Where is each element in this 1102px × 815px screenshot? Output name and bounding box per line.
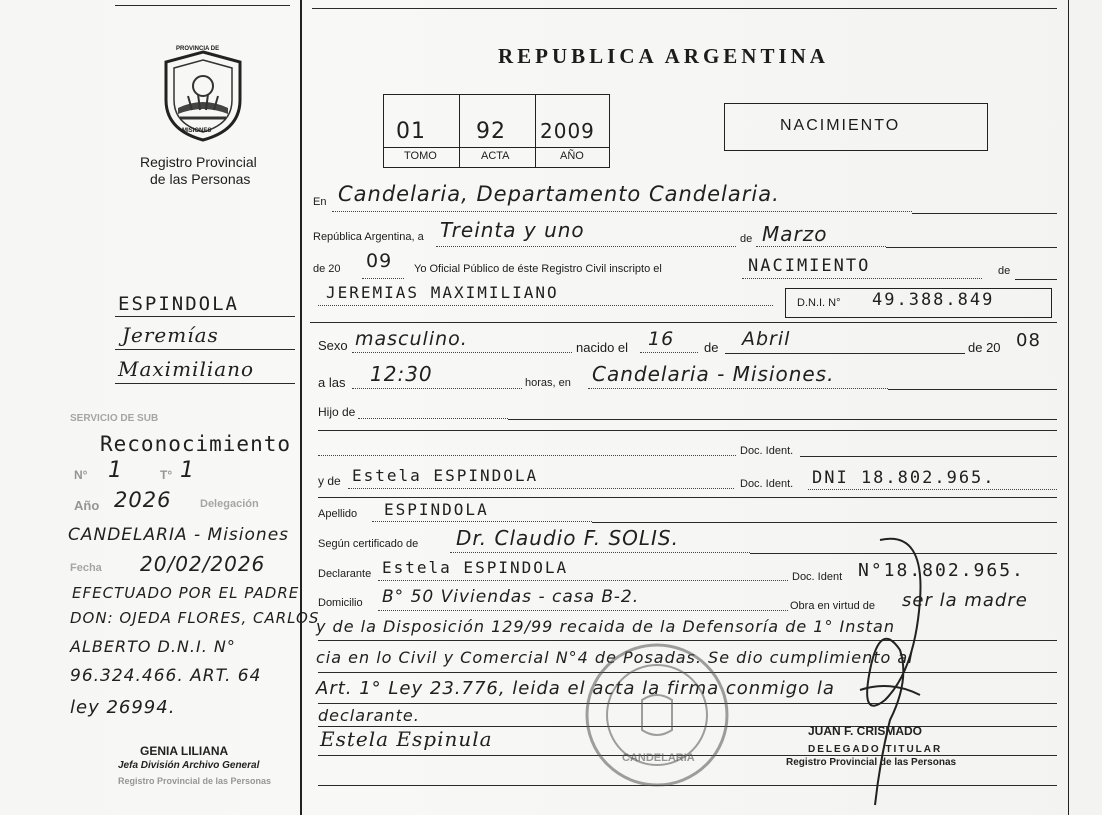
margin-given2: Maximiliano [118, 357, 255, 381]
stamp-line-5: Registro Provincial de las Personas [118, 776, 272, 786]
hora-value: 12:30 [370, 362, 433, 386]
dni-label: D.N.I. N° [797, 297, 841, 309]
republica-label: República Argentina, a [313, 231, 424, 243]
nacido-day: 16 [648, 328, 675, 350]
margin-note-3: ALBERTO D.N.I. N° [70, 637, 236, 656]
margin-given1: Jeremías [122, 323, 219, 347]
year-prefix2: de 20 [968, 340, 1001, 355]
apellido-label: Apellido [318, 508, 358, 520]
top-rule-right [312, 8, 1057, 9]
delegacion-label: Delegación [200, 498, 259, 510]
declarante-value: Estela ESPINDOLA [382, 558, 569, 577]
nacido-label: nacido el [576, 340, 629, 355]
day-value: Treinta y uno [440, 218, 585, 242]
year-prefix: de 20 [313, 263, 341, 275]
margin-fecha: 20/02/2026 [140, 552, 266, 576]
oficial-text: Yo Oficial Público de éste Registro Civil inscripto el [414, 263, 662, 275]
year-value: 09 [366, 250, 393, 272]
note-line-4: declarante. [318, 706, 420, 725]
nacido-month: Abril [742, 328, 791, 350]
margin-note-4: 96.324.466. ART. 64 [70, 666, 262, 686]
top-rule-left [115, 5, 290, 6]
note-line-1: y de la Disposición 129/99 recaida de la Defensoría de 1° Instan [316, 617, 895, 636]
note-line-2: cia en lo Civil y Comercial N°4 de Posadas. Se dio cumplimiento al [316, 648, 914, 667]
registry-name-line1: Registro Provincial [140, 154, 257, 170]
margin-lugar: CANDELARIA - Misiones [68, 525, 290, 545]
obra-label: Obra en virtud de [790, 600, 875, 612]
margin-surname: ESPINDOLA [118, 293, 239, 315]
folio-value: 1 [180, 458, 195, 483]
declarante-signature: Estela Espinula [320, 727, 493, 751]
dni-value: 49.388.849 [872, 290, 995, 310]
hijo-label: Hijo de [318, 405, 356, 419]
margin-note-5: ley 26994. [70, 697, 176, 718]
nro-label: N° [74, 468, 88, 482]
de-label: de [740, 233, 753, 245]
right-border [1068, 0, 1069, 815]
official-name: JUAN F. CRISMADO [808, 724, 923, 738]
domicilio-value: B° 50 Viviendas - casa B-2. [382, 587, 640, 607]
page-title: REPUBLICA ARGENTINA [498, 44, 829, 68]
margin-note-title: Reconocimiento [100, 432, 292, 456]
alas-label: a las [318, 375, 346, 390]
apellido-value: ESPINDOLA [384, 500, 489, 519]
margin-note-1: EFECTUADO POR EL PADRE [72, 584, 300, 602]
domicilio-label: Domicilio [318, 597, 363, 609]
doc-ident-label: Doc. Ident. [740, 445, 794, 457]
nro-value: 1 [108, 458, 123, 483]
anio-label-margin: Año [74, 498, 100, 513]
month-value: Marzo [762, 222, 828, 246]
acta-value: 92 [476, 119, 506, 144]
stamp-line-3: GENIA LILIANA [140, 744, 229, 758]
margin-note-2: DON: OJEDA FLORES, CARLOS [70, 609, 320, 627]
official-office: Registro Provincial de las Personas [786, 757, 957, 768]
anio-label: AÑO [560, 150, 584, 162]
seal-bottom-text: MISIONES [182, 128, 212, 134]
declarante-doc: N°18.802.965. [858, 560, 1025, 581]
certificado-value: Dr. Claudio F. SOLIS. [456, 526, 679, 550]
acta-label: ACTA [481, 150, 510, 162]
round-seal-text: CANDELARIA [622, 752, 695, 764]
note-line-3: Art. 1° Ley 23.776, leida el acta la firma conmigo la [316, 678, 835, 699]
yde-label: y de [318, 474, 341, 488]
official-round-seal-icon [582, 640, 732, 790]
obra-value: ser la madre [902, 590, 1028, 611]
en-value: Candelaria, Departamento Candelaria. [338, 182, 780, 206]
margin-divider [300, 0, 302, 815]
certificado-label: Según certificado de [318, 538, 419, 550]
sexo-value: masculino. [355, 328, 468, 350]
folio-label: T° [160, 468, 173, 482]
doc-ident-label3: Doc. Ident [792, 571, 843, 583]
anio-value-margin: 2026 [114, 488, 172, 512]
declarante-label: Declarante [318, 568, 372, 580]
madre-doc: DNI 18.802.965. [812, 468, 996, 488]
acta-box [383, 94, 610, 168]
stamp-line-4: Jefa División Archivo General [118, 760, 260, 771]
horas-label: horas, en [525, 377, 571, 389]
madre-name: Estela ESPINDOLA [352, 466, 539, 485]
official-title: DELEGADO TITULAR [808, 744, 943, 755]
lugar-value: Candelaria - Misiones. [592, 362, 835, 386]
seal-top-text: PROVINCIA DE [176, 46, 220, 52]
tomo-label: TOMO [404, 150, 437, 162]
sexo-label: Sexo [318, 338, 348, 353]
en-label: En [313, 196, 327, 208]
doc-ident-label2: Doc. Ident. [740, 478, 794, 490]
fecha-label: Fecha [70, 562, 102, 574]
nacido-year: 08 [1016, 330, 1041, 351]
stamp-line-1: SERVICIO DE SUB [70, 413, 159, 424]
child-name: JEREMIAS MAXIMILIANO [326, 283, 559, 302]
record-type: NACIMIENTO [780, 117, 901, 134]
tomo-value: 01 [396, 119, 426, 144]
registry-name-line2: de las Personas [150, 171, 251, 187]
de-label2: de [998, 265, 1011, 277]
anio-value: 2009 [540, 119, 595, 143]
de-label3: de [704, 340, 719, 355]
inscripto-value: NACIMIENTO [748, 256, 871, 276]
